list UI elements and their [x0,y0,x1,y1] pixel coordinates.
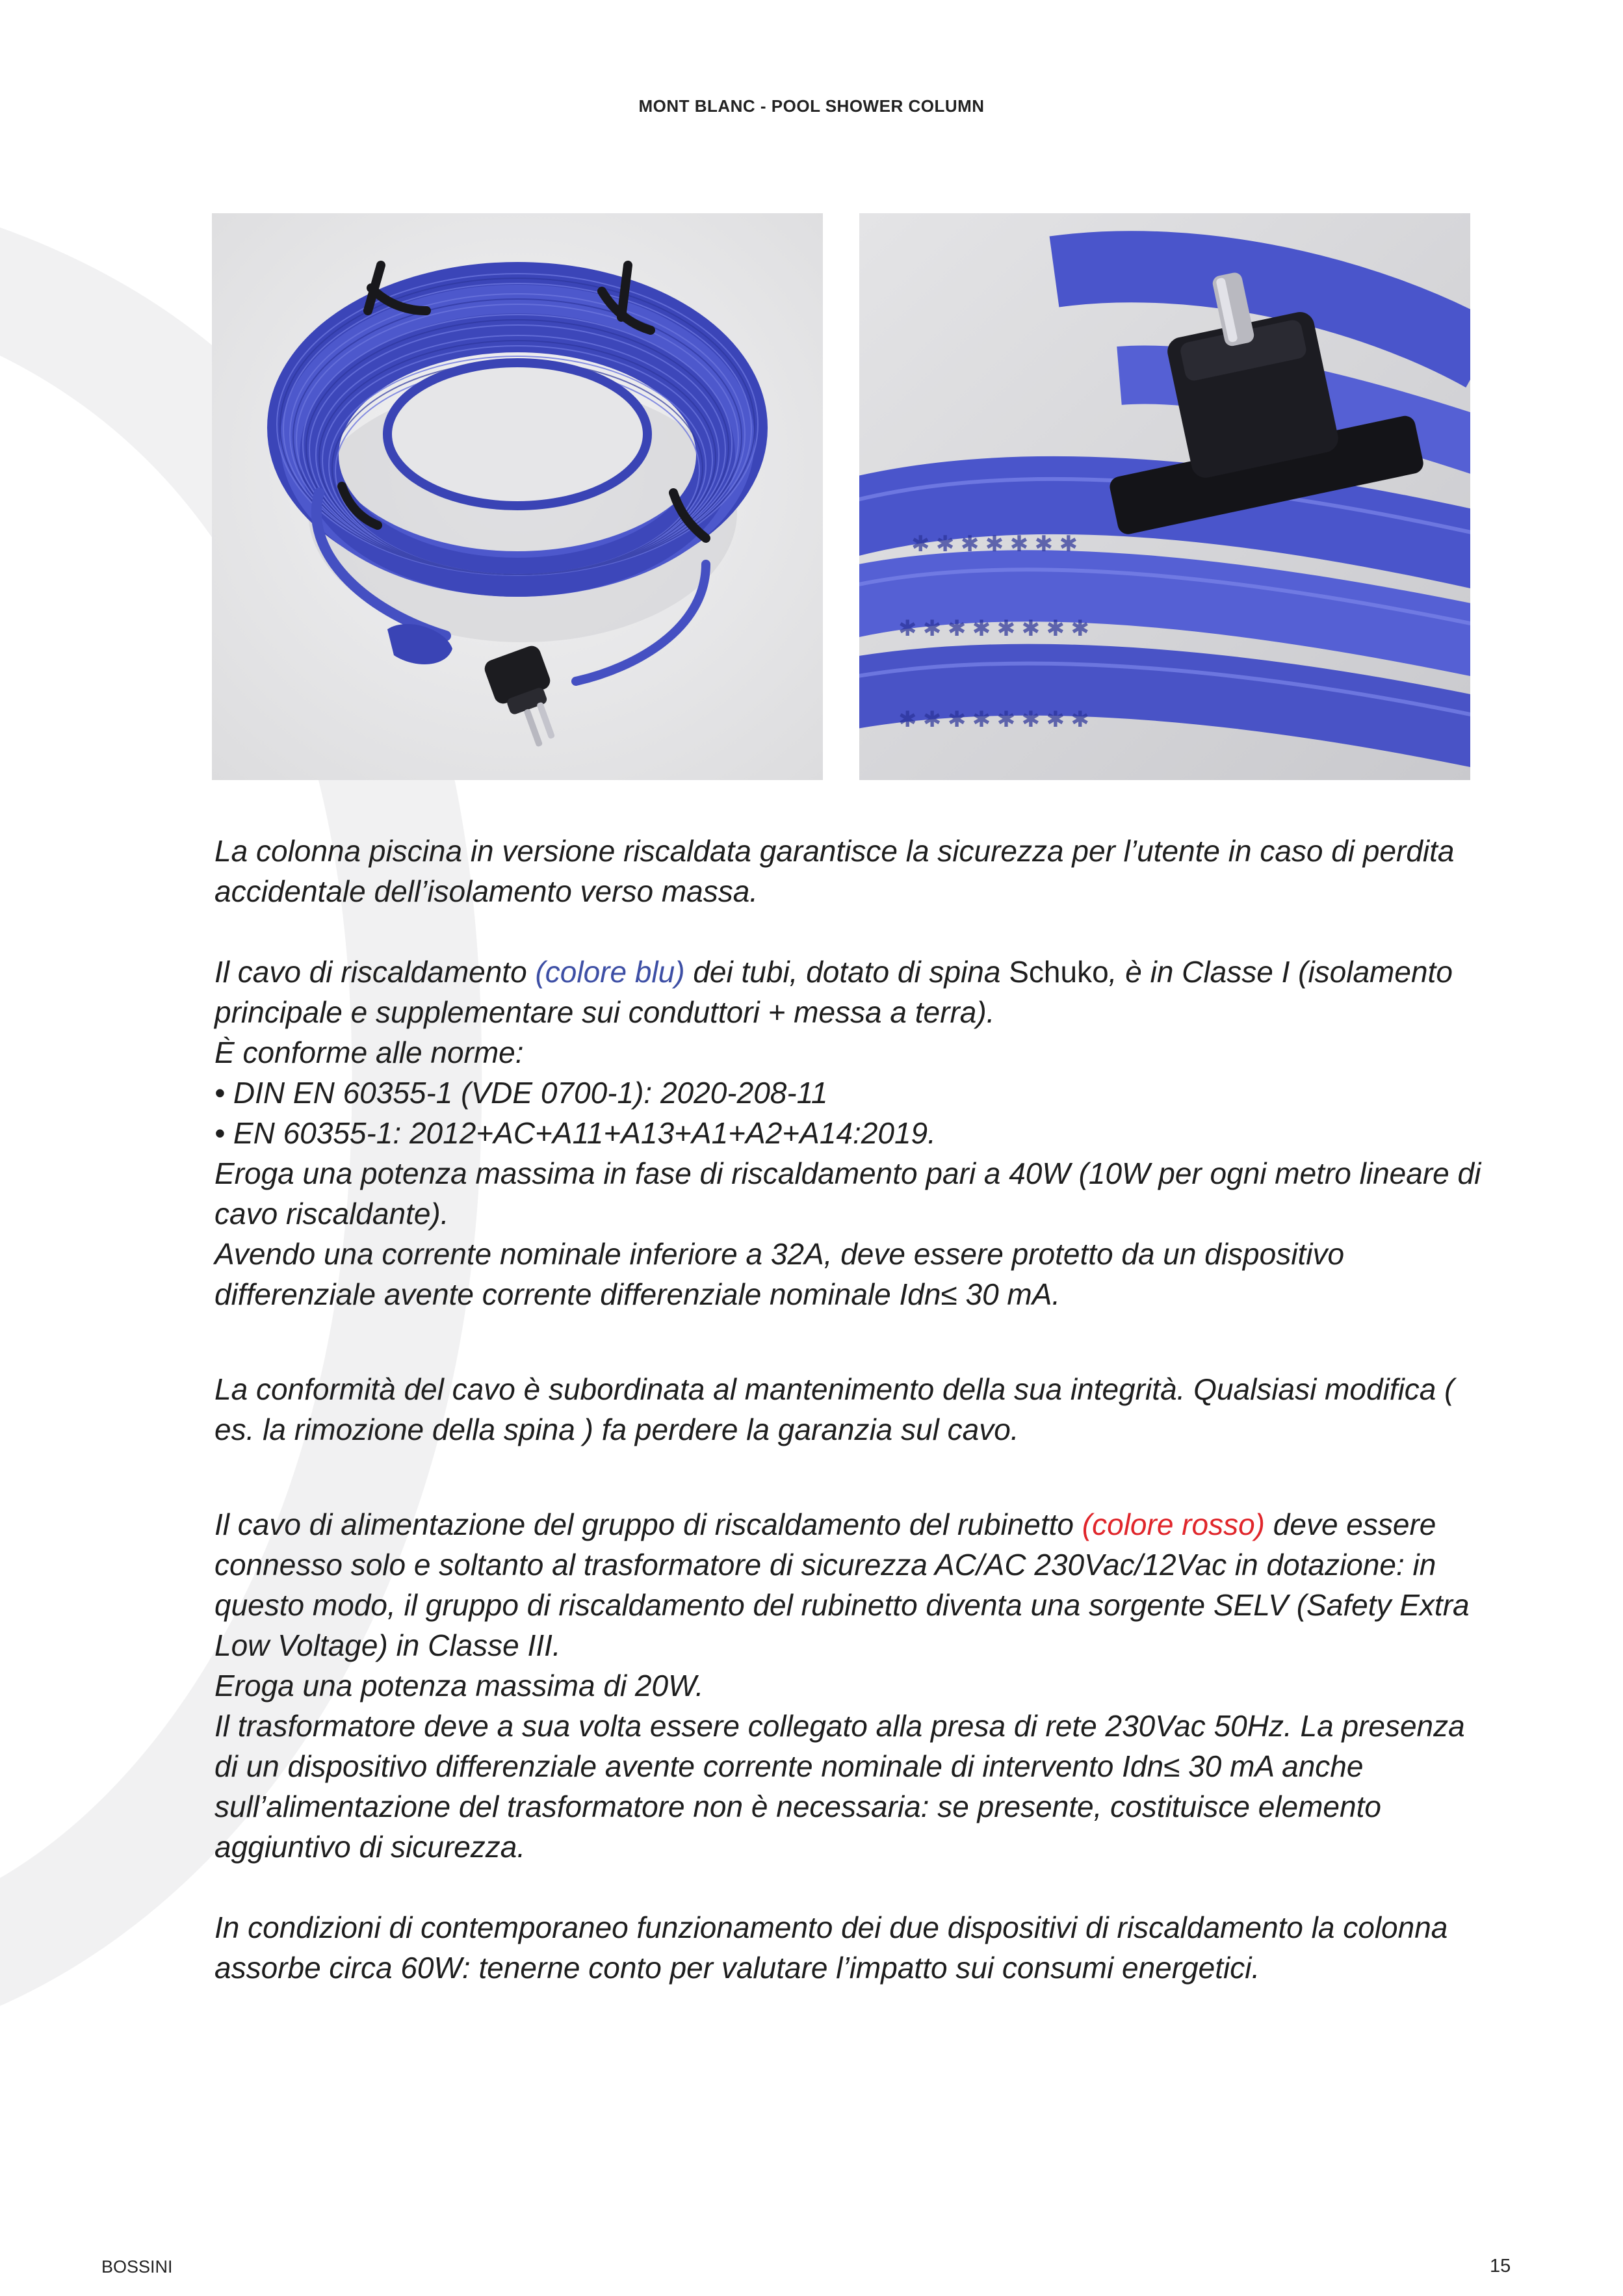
standard-bullet-2: • EN 60355-1: 2012+AC+A11+A13+A1+A2+A14:2019. [214,1116,936,1150]
paragraph-intro: La colonna piscina in versione riscaldata garantisce la sicurezza per l’utente in caso di perdita accidentale dell’isolamento verso massa. [214,834,1455,908]
text-fragment: dei tubi, dotato di spina [684,955,1009,989]
body-text [214,831,1488,1988]
schuko-label: Schuko [1009,955,1109,989]
transformer-line: Il trasformatore deve a sua volta essere collegato alla presa di rete 230Vac 50Hz. La presenza di un dispositivo differenziale avente corrente nominale di intervento Idn≤ 30 mA anche sull’alimentazione del trasformatore non è necessaria: se presente, costituisce elemento aggiuntivo di sicurezza. [214,1709,1465,1864]
paragraph-spacer [214,911,1488,952]
text-fragment: Il cavo di alimentazione del gruppo di riscaldamento del rubinetto [214,1507,1082,1541]
paragraph-spacer [214,1355,1488,1369]
coiled-heating-cable-photo [212,213,823,780]
paragraph-spacer [214,1490,1488,1504]
red-color-label: (colore rosso) [1082,1507,1265,1541]
conformity-line: È conforme alle norme: [214,1036,524,1069]
paragraph-spacer [214,1314,1488,1355]
schuko-plug-closeup-photo [859,213,1470,780]
paragraph-red-cable [214,1504,1488,1665]
power-line: Eroga una potenza massima in fase di riscaldamento pari a 40W (10W per ogni metro lineare di cavo riscaldante). [214,1156,1481,1231]
svg-text:✱ ✱ ✱ ✱ ✱ ✱ ✱ ✱: ✱ ✱ ✱ ✱ ✱ ✱ ✱ ✱ [898,616,1090,641]
text-fragment: Il cavo di riscaldamento [214,955,536,989]
text-fragment: , è in Classe I (isolamento principale e supplementare sui conduttori + messa a terra). [214,955,1453,1029]
svg-text:✱ ✱ ✱ ✱ ✱ ✱ ✱ ✱: ✱ ✱ ✱ ✱ ✱ ✱ ✱ ✱ [898,707,1090,732]
standard-bullet-1: • DIN EN 60355-1 (VDE 0700-1): 2020-208-11 [214,1076,828,1110]
text-fragment: deve essere connesso solo e soltanto al trasformatore di sicurezza AC/AC 230Vac/12Vac in dotazione: in questo modo, il gruppo di riscaldamento del rubinetto diventa una sorgente SELV (Safety Extra Low Voltage) in Classe III. [214,1507,1470,1662]
page-number: 15 [1490,2256,1511,2276]
paragraph-spacer [214,1450,1488,1490]
paragraph-spacer [214,1867,1488,1907]
svg-text:✱ ✱ ✱ ✱ ✱ ✱ ✱: ✱ ✱ ✱ ✱ ✱ ✱ ✱ [911,532,1078,556]
current-line: Avendo una corrente nominale inferiore a 32A, deve essere protetto da un dispositivo differenziale avente corrente differenziale nominale Idn≤ 30 mA. [214,1237,1345,1311]
paragraph-consumption: In condizioni di contemporaneo funzionamento dei due dispositivi di riscaldamento la colonna assorbe circa 60W: tenerne conto per valutare l’impatto sui consumi energetici. [214,1911,1448,1985]
blue-color-label: (colore blu) [535,955,685,989]
footer-brand: BOSSINI [101,2257,173,2276]
document-header-title: MONT BLANC - POOL SHOWER COLUMN [638,96,985,116]
power-line-20w: Eroga una potenza massima di 20W. [214,1669,704,1702]
paragraph-warranty: La conformità del cavo è subordinata al mantenimento della sua integrità. Qualsiasi modifica ( es. la rimozione della spina ) fa perdere la garanzia sul cavo. [214,1372,1455,1446]
paragraph-blue-cable [214,952,1488,1032]
